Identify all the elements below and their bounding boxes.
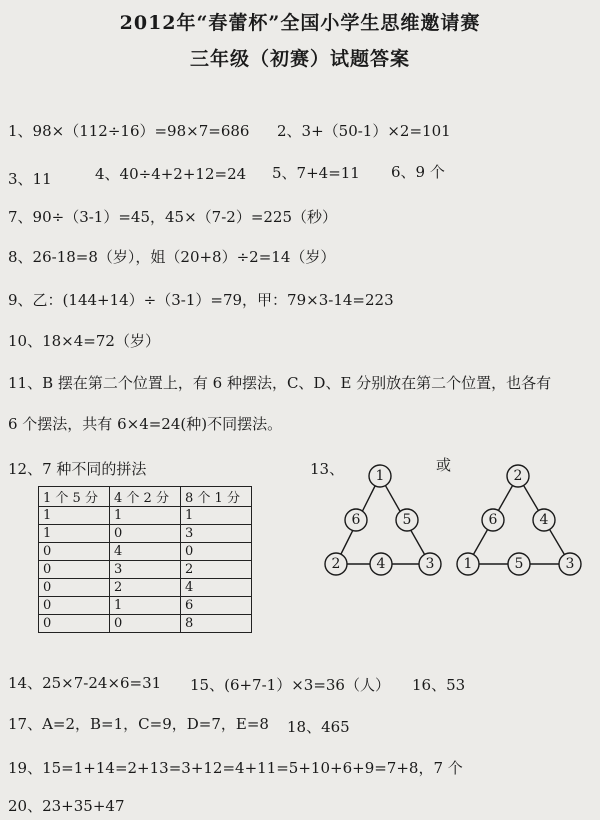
table-row xyxy=(39,561,252,579)
table-cell: 1 xyxy=(110,507,181,525)
table-cell: 0 xyxy=(39,543,110,561)
answer-17: 17、A=2，B=1，C=9，D=7，E=8 xyxy=(8,715,269,733)
table-cell: 0 xyxy=(39,615,110,633)
answer-13: 13、 xyxy=(310,460,345,478)
table-cell: 0 xyxy=(110,525,181,543)
circle-node-top xyxy=(507,465,529,487)
table-cell: 0 xyxy=(39,561,110,579)
circle-node-bottom-right xyxy=(419,553,441,575)
answer-16: 16、53 xyxy=(412,676,466,694)
circle-node-top xyxy=(369,465,391,487)
svg-text:4: 4 xyxy=(539,512,549,528)
answer-11-line-1: 11、B 摆在第二个位置上，有 6 种摆法，C、D、E 分别放在第二个位置，也各有 xyxy=(8,374,552,392)
svg-text:6: 6 xyxy=(488,512,498,528)
table-cell: 3 xyxy=(181,525,252,543)
table-cell: 0 xyxy=(39,579,110,597)
table-row xyxy=(39,615,252,633)
svg-text:2: 2 xyxy=(331,556,341,572)
table-cell: 4 xyxy=(110,543,181,561)
circle-node-bottom-left xyxy=(457,553,479,575)
answer-12: 12、7 种不同的拼法 xyxy=(8,460,147,478)
circle-node-left-mid xyxy=(482,509,504,531)
answer-10: 10、18×4=72（岁） xyxy=(8,332,160,350)
answer-4: 4、40÷4+2+12=24 xyxy=(95,165,247,183)
answer-15: 15、(6+7-1）×3=36（人） xyxy=(190,676,390,694)
table-row xyxy=(39,525,252,543)
svg-text:3: 3 xyxy=(565,556,575,572)
table-cell: 1 xyxy=(39,507,110,525)
svg-text:1: 1 xyxy=(375,468,385,484)
circle-node-left-mid xyxy=(345,509,367,531)
answer-8: 8、26-18=8（岁），姐（20+8）÷2=14（岁） xyxy=(8,248,336,266)
answer-2: 2、3+（50-1）×2=101 xyxy=(277,122,451,140)
table-row xyxy=(39,507,252,525)
circle-node-bottom-mid xyxy=(370,553,392,575)
table-cell: 1 xyxy=(39,525,110,543)
circle-node-bottom-mid xyxy=(508,553,530,575)
table-header-row xyxy=(39,487,252,507)
table-cell: 0 xyxy=(181,543,252,561)
svg-text:3: 3 xyxy=(425,556,435,572)
svg-text:5: 5 xyxy=(402,512,412,528)
svg-text:1: 1 xyxy=(463,556,473,572)
number-triangle-2 xyxy=(452,462,587,580)
table-cell: 0 xyxy=(110,615,181,633)
answer-7: 7、90÷（3-1）=45，45×（7-2）=225（秒） xyxy=(8,208,338,226)
table-cell: 6 xyxy=(181,597,252,615)
svg-text:2: 2 xyxy=(513,468,523,484)
table-cell: 4 xyxy=(181,579,252,597)
coin-combination-table xyxy=(38,486,252,633)
circle-node-right-mid xyxy=(533,509,555,531)
answer-20: 20、23+35+47 xyxy=(8,797,125,815)
table-cell: 3 xyxy=(110,561,181,579)
table-cell: 8 xyxy=(181,615,252,633)
answer-11-line-2: 6 个摆法，共有 6×4=24(种)不同摆法。 xyxy=(8,415,283,433)
table-header-cell: 1 个 5 分 xyxy=(39,487,110,507)
page-title: 2012年“春蕾杯”全国小学生思维邀请赛 xyxy=(119,12,481,34)
answer-18: 18、465 xyxy=(287,718,350,736)
circle-node-bottom-right xyxy=(559,553,581,575)
answer-3: 3、11 xyxy=(8,170,52,188)
answer-14: 14、25×7-24×6=31 xyxy=(8,674,162,692)
table-row xyxy=(39,579,252,597)
circle-node-bottom-left xyxy=(325,553,347,575)
table-cell: 1 xyxy=(110,597,181,615)
table-header-cell: 4 个 2 分 xyxy=(110,487,181,507)
svg-text:5: 5 xyxy=(514,556,524,572)
answer-5: 5、7+4=11 xyxy=(272,164,360,182)
table-row xyxy=(39,597,252,615)
table-cell: 1 xyxy=(181,507,252,525)
svg-text:6: 6 xyxy=(351,512,361,528)
svg-text:4: 4 xyxy=(376,556,386,572)
answer-1: 1、98×（112÷16）=98×7=686 xyxy=(8,122,250,140)
table-cell: 2 xyxy=(110,579,181,597)
number-triangle-1 xyxy=(318,462,448,580)
circle-node-right-mid xyxy=(396,509,418,531)
page-subtitle: 三年级（初赛）试题答案 xyxy=(189,48,410,70)
answer-9: 9、乙：(144+14）÷（3-1）=79，甲：79×3-14=223 xyxy=(8,291,394,309)
table-row xyxy=(39,543,252,561)
answer-6: 6、9 个 xyxy=(391,163,445,181)
answer-13-or: 或 xyxy=(436,456,452,474)
table-header-cell: 8 个 1 分 xyxy=(181,487,252,507)
answer-19: 19、15=1+14=2+13=3+12=4+11=5+10+6+9=7+8，7 个 xyxy=(8,759,463,777)
table-cell: 2 xyxy=(181,561,252,579)
table-cell: 0 xyxy=(39,597,110,615)
